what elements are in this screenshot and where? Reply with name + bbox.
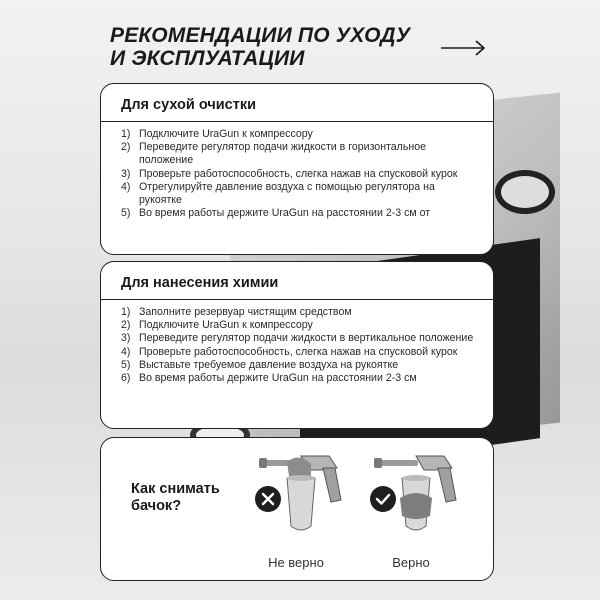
wrong-example bbox=[241, 448, 351, 578]
arrow-right-icon[interactable] bbox=[440, 40, 486, 56]
dry-cleaning-title: Для сухой очистки bbox=[121, 97, 257, 113]
tank-removal-question: Как снимать бачок? bbox=[131, 481, 220, 514]
right-caption: Верно bbox=[392, 555, 430, 570]
list-item: 3) Переведите регулятор подачи жидкости в вертикальное положение bbox=[121, 332, 474, 345]
list-item: 2) Переведите регулятор подачи жидкости в горизонтальное положение bbox=[121, 141, 427, 167]
list-item: 2) Подключите UraGun к компрессору bbox=[121, 319, 313, 332]
dry-cleaning-steps bbox=[121, 128, 479, 220]
list-item: 3) Проверьте работоспособность, слегка нажав на спусковой курок bbox=[121, 167, 458, 180]
card-divider bbox=[101, 121, 493, 122]
check-icon bbox=[370, 486, 396, 512]
list-item: 1) Подключите UraGun к компрессору bbox=[121, 128, 313, 140]
chemistry-steps bbox=[121, 306, 479, 385]
page-title-line-1: РЕКОМЕНДАЦИИ ПО УХОДУ bbox=[110, 24, 411, 47]
cross-icon bbox=[255, 486, 281, 512]
wrong-caption: Не верно bbox=[268, 555, 324, 570]
list-item: 4) Отрегулируйте давление воздуха с помощью регулятора на рукоятке bbox=[121, 180, 435, 207]
page-title-line-2: И ЭКСПЛУАТАЦИИ bbox=[110, 47, 305, 70]
list-item: 5) Выставьте требуемое давление воздуха на рукоятке bbox=[121, 358, 399, 371]
right-example bbox=[356, 448, 466, 578]
page-title bbox=[110, 24, 440, 70]
list-item: 6) Во время работы держите UraGun на расстоянии 2-3 см bbox=[121, 372, 417, 385]
tank-removal-card bbox=[100, 437, 494, 581]
dry-cleaning-card bbox=[100, 83, 494, 255]
card-divider bbox=[101, 299, 493, 300]
background-device-ring bbox=[495, 170, 555, 214]
chemistry-card bbox=[100, 261, 494, 429]
list-item: 5) Во время работы держите UraGun на расстоянии 2-3 см от bbox=[121, 207, 431, 220]
chemistry-title: Для нанесения химии bbox=[121, 275, 279, 291]
list-item: 1) Заполните резервуар чистящим средством bbox=[121, 306, 352, 318]
list-item: 4) Проверьте работоспособность, слегка нажав на спусковой курок bbox=[121, 345, 458, 358]
